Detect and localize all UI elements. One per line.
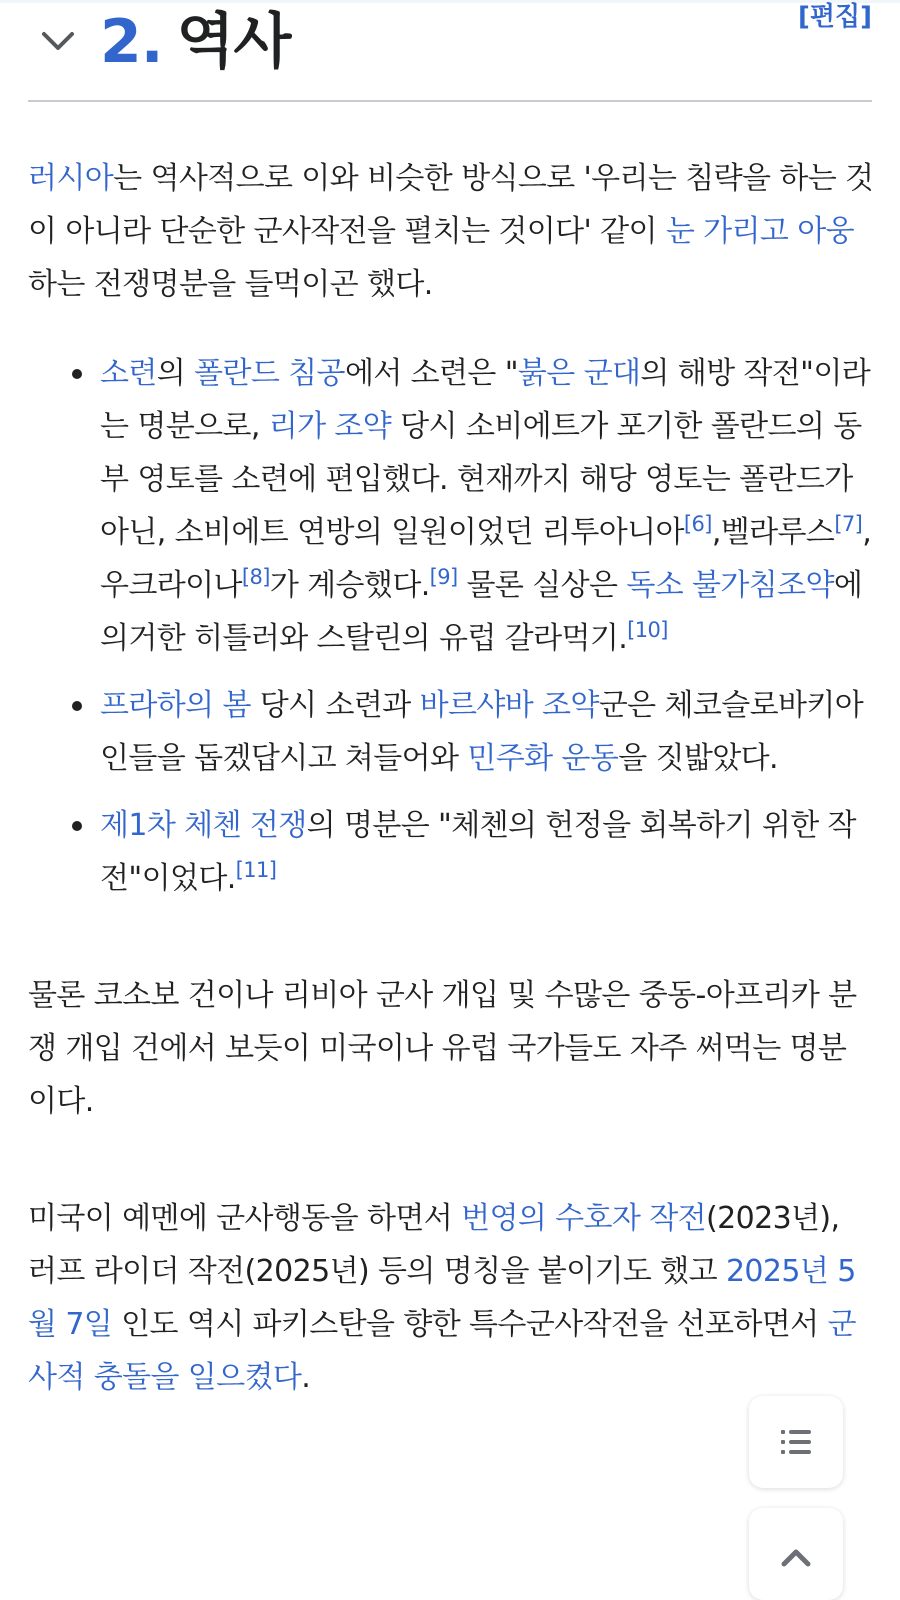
text: 의 <box>156 356 195 391</box>
text: 인도 역시 파키스탄을 향한 특수군사작전을 선포하면서 <box>112 1307 828 1342</box>
back-to-top-button[interactable] <box>749 1508 843 1600</box>
section-divider <box>28 100 872 102</box>
link-military-clash[interactable]: 군사적 충돌을 일으켰다 <box>28 1307 856 1395</box>
section-title: 역사 <box>176 7 291 77</box>
link-warsaw-pact[interactable]: 바르샤바 조약 <box>419 688 599 723</box>
link-russia[interactable]: 러시아 <box>28 161 114 196</box>
footnote-ref[interactable]: [7] <box>834 512 863 536</box>
toc-button[interactable] <box>749 1396 843 1488</box>
footnote-ref[interactable]: [9] <box>429 565 458 589</box>
bullet-dot <box>72 821 82 831</box>
paragraph-kosovo: 물론 코소보 건이나 리비아 군사 개입 및 수많은 중동-아프리카 분쟁 개입 건에서 보듯이 미국이나 유럽 국가들도 자주 써먹는 명분이다. <box>28 978 857 1119</box>
text: 당시 소비에트가 포기한 폴란드의 동부 영토를 소련에 편입했다. 현재까지 해당 영토는 폴란드가 아닌, 소비에트 연방의 일원이었던 리투아니아 <box>100 409 862 550</box>
article-content <box>28 152 874 1404</box>
text: 에서 소련은 " <box>344 356 518 391</box>
text: 미국이 예멘에 군사행동을 하면서 <box>28 1201 462 1236</box>
bullet-dot <box>72 369 82 379</box>
text: 당시 소련과 <box>250 688 420 723</box>
text: (2023년), 러프 라이더 작전(2025년) 등의 명칭을 붙이기도 했고 <box>28 1201 840 1289</box>
footnote-ref[interactable]: [6] <box>683 512 712 536</box>
text: . <box>301 1360 311 1395</box>
footnote-ref[interactable]: [11] <box>235 858 277 882</box>
text: 가 계승했다. <box>269 568 430 603</box>
bullet-dot <box>72 701 82 711</box>
text: 을 짓밟았다. <box>618 741 778 776</box>
link-prague-spring[interactable]: 프라하의 봄 <box>100 688 251 723</box>
text: 하는 전쟁명분을 들먹이곤 했다. <box>28 267 433 302</box>
section-header <box>0 0 900 100</box>
link-riga-treaty[interactable]: 리가 조약 <box>268 409 392 444</box>
link-nonaggression-pact[interactable]: 독소 불가침조약 <box>626 568 834 603</box>
text: 의 명분은 "체첸의 헌정을 회복하기 위한 작전"이었다. <box>100 808 856 896</box>
footnote-ref[interactable]: [10] <box>627 618 668 642</box>
link-chechen-war[interactable]: 제1차 체첸 전쟁 <box>100 808 307 843</box>
text: 는 역사적으로 이와 비슷한 방식으로 '우리는 침략을 하는 것이 아니라 단순한 군사작전을 펼치는 것이다' 같이 <box>28 161 874 249</box>
chevron-down-icon[interactable] <box>40 26 76 56</box>
spacer <box>28 665 874 679</box>
section-heading[interactable] <box>100 6 290 78</box>
link-idiom[interactable]: 눈 가리고 아웅 <box>665 214 854 249</box>
text: 에 의거한 히틀러와 스탈린의 유럽 갈라먹기. <box>100 568 863 656</box>
paragraph-yemen <box>28 1192 874 1404</box>
list-item <box>28 679 874 785</box>
list-item <box>28 799 874 905</box>
link-date[interactable]: 2025년 5월 7일 <box>28 1254 856 1342</box>
text: ,벨라루스 <box>711 515 835 550</box>
edit-link[interactable]: [편집] <box>798 2 872 32</box>
list-item <box>28 347 874 665</box>
paragraph-intro <box>28 152 874 311</box>
section-number: 2. <box>100 7 163 77</box>
text: 물론 실상은 <box>457 568 627 603</box>
link-soviet[interactable]: 소련 <box>100 356 157 391</box>
example-list <box>28 347 874 905</box>
link-prosperity-guardian[interactable]: 번영의 수호자 작전 <box>461 1201 706 1236</box>
text: , 우크라이나 <box>100 515 872 603</box>
link-poland-invasion[interactable]: 폴란드 침공 <box>194 356 345 391</box>
link-democracy-movement[interactable]: 민주화 운동 <box>467 741 619 776</box>
footnote-ref[interactable]: [8] <box>241 565 270 589</box>
text: 의 해방 작전"이라는 명분으로, <box>100 356 871 444</box>
spacer <box>28 785 874 799</box>
text: 군은 체코슬로바키아인들을 돕겠답시고 쳐들어와 <box>100 688 864 776</box>
link-red-army[interactable]: 붉은 군대 <box>517 356 641 391</box>
